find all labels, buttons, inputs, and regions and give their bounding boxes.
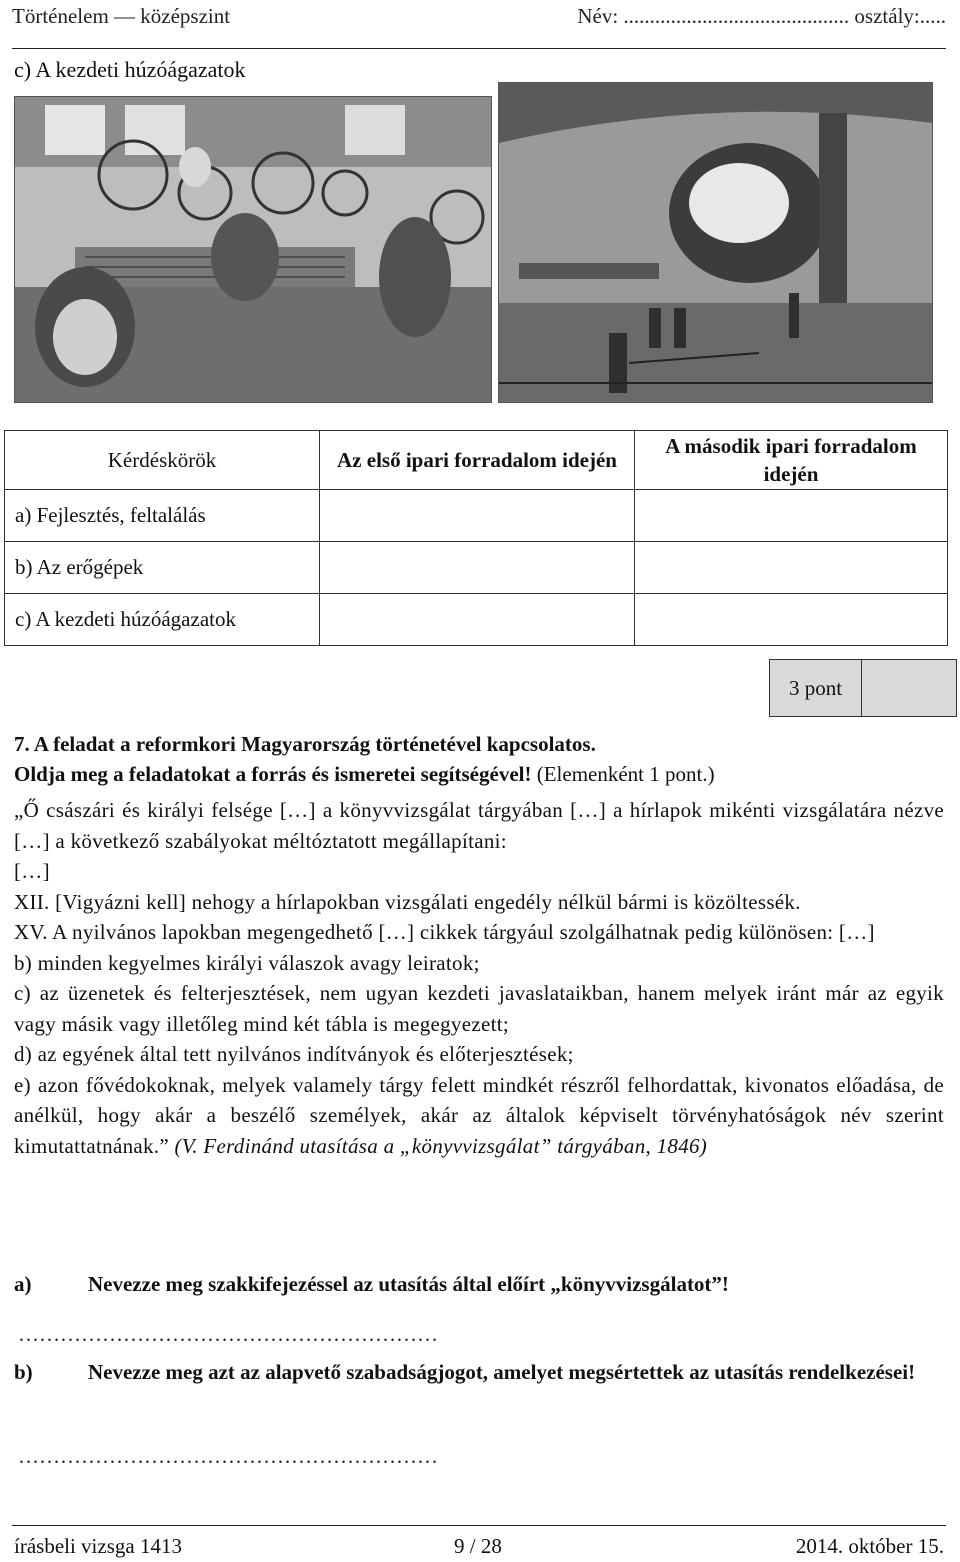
- source-citation: (V. Ferdinánd utasítása a „könyvvizsgálat” tárgyában, 1846): [174, 1133, 708, 1158]
- task-heading: 7. A feladat a reformkori Magyarország történetével kapcsolatos.: [14, 732, 596, 756]
- source-paragraph: XII. [Vigyázni kell] nehogy a hírlapokban vizsgálati engedély nélkül bármi is közöltessék.: [14, 889, 801, 914]
- answer-cell[interactable]: [320, 594, 635, 646]
- task-instruction-bold: Oldja meg a feladatokat a forrás és ismeretei segítségével!: [14, 762, 532, 786]
- source-paragraph-e: e) azon fővédokoknak, melyek valamely tárgy felett mindkét részről felhordattak, kivonatos előadása, de anélkül, hogy akár a beszélő személyek, akár az általok képviselt törvényhatóságok név szerint kimutattatnának.”: [14, 1072, 944, 1158]
- header-divider: [12, 48, 946, 49]
- source-paragraph: d) az egyének által tett nyilvános indítványok és előterjesztések;: [14, 1042, 574, 1066]
- points-label: 3 pont: [770, 660, 862, 716]
- answer-line-b[interactable]: ……………………………………………………: [18, 1444, 438, 1468]
- table-header-topics: Kérdéskörök: [5, 431, 320, 490]
- section-title: c) A kezdeti húzóágazatok: [14, 57, 246, 82]
- task-instruction: [14, 762, 715, 787]
- question-table: [4, 430, 948, 646]
- question-a: [14, 1270, 944, 1299]
- answer-cell[interactable]: [635, 490, 948, 542]
- table-row-label: b) Az erőgépek: [5, 542, 320, 594]
- footer-divider: [12, 1525, 946, 1526]
- source-paragraph: [14, 1070, 944, 1162]
- footer-exam-id: írásbeli vizsga 1413: [14, 1534, 182, 1558]
- answer-cell[interactable]: [635, 594, 948, 646]
- question-letter: b): [14, 1360, 33, 1384]
- source-paragraph: „Ő császári és királyi felsége […] a könyvvizsgálat tárgyában […] a hírlapok mikénti vizsgálatára nézve […] a következő szabályokat méltóztatott megállapítani:: [14, 798, 944, 853]
- question-letter: a): [14, 1272, 32, 1296]
- question-b: [14, 1358, 944, 1387]
- question-text: Nevezze meg szakkifejezéssel az utasítás által előírt „könyvvizsgálatot”!: [88, 1272, 729, 1296]
- question-text: Nevezze meg azt az alapvető szabadságjogot, amelyet megsértettek az utasítás rendelkezései!: [88, 1360, 916, 1384]
- header-name-class: Név: ........................................... osztály:.....: [577, 4, 946, 28]
- footer-date: 2014. október 15.: [795, 1534, 944, 1558]
- source-text: [14, 795, 944, 1161]
- answer-line-a[interactable]: ……………………………………………………: [18, 1322, 438, 1346]
- points-box: [769, 659, 957, 717]
- table-header-second-revolution: A második ipari forradalom idején: [635, 431, 948, 490]
- answer-cell[interactable]: [320, 542, 635, 594]
- header-subject: Történelem — középszint: [12, 4, 231, 28]
- source-paragraph: XV. A nyilvános lapokban megengedhető […] cikkek tárgyául szolgálhatnak pedig különösen: […]: [14, 920, 875, 944]
- steel-mill-image: [498, 82, 933, 403]
- task-instruction-points: (Elemenként 1 pont.): [531, 762, 715, 786]
- answer-cell[interactable]: [635, 542, 948, 594]
- table-header-first-revolution: Az első ipari forradalom idején: [320, 431, 635, 490]
- source-paragraph: b) minden kegyelmes királyi válaszok avagy leiratok;: [14, 950, 480, 975]
- textile-factory-image: [14, 96, 492, 403]
- points-score-field[interactable]: [862, 660, 956, 716]
- source-paragraph: […]: [14, 859, 50, 883]
- table-row-label: c) A kezdeti húzóágazatok: [5, 594, 320, 646]
- table-row-label: a) Fejlesztés, feltalálás: [5, 490, 320, 542]
- footer-page-number: 9 / 28: [454, 1534, 502, 1558]
- answer-cell[interactable]: [320, 490, 635, 542]
- source-paragraph: c) az üzenetek és felterjesztések, nem ugyan kezdeti javaslataikban, hanem melyek iránt már az egyik vagy másik vagy illetőleg mind két tábla is megegyezett;: [14, 981, 944, 1036]
